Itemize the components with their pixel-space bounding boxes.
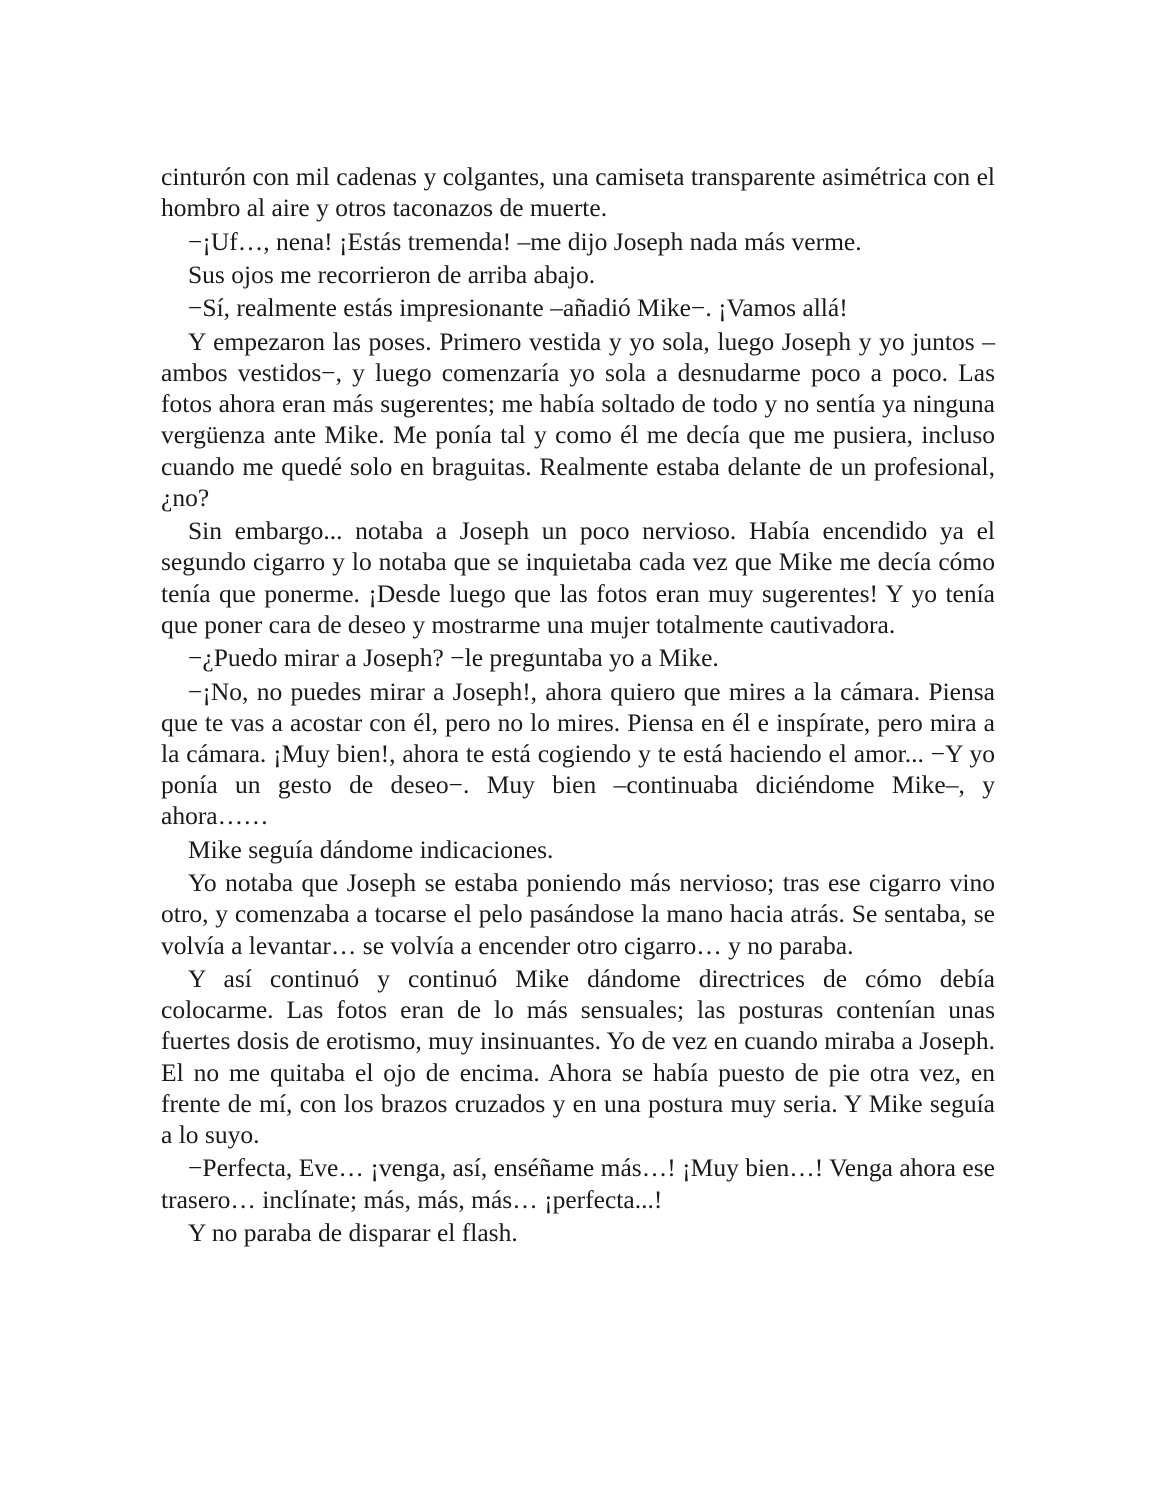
paragraph-2: −¡Uf…, nena! ¡Estás tremenda! –me dijo Joseph nada más verme.: [188, 226, 862, 256]
paragraph-3: Sus ojos me recorrieron de arriba abajo.: [188, 259, 596, 289]
paragraph-4: −Sí, realmente estás impresionante –añadió Mike−. ¡Vamos allá!: [188, 293, 848, 323]
paragraph-5: Y empezaron las poses. Primero vestida y yo sola, luego Joseph y yo juntos –ambos vestidos−, y luego comenzaría yo sola a desnudarme poco a poco. Las fotos ahora eran más sugerentes; me había soltado de todo y no sentía ya ninguna vergüenza ante Mike. Me ponía tal y como él me decía que me pusiera, incluso cuando me quedé solo en braguitas. Realmente estaba delante de un profesional, ¿no?: [161, 326, 995, 512]
paragraph-7: −¿Puedo mirar a Joseph? −le preguntaba yo a Mike.: [188, 643, 719, 673]
paragraph-6: Sin embargo... notaba a Joseph un poco nervioso. Había encendido ya el segundo cigarro y lo notaba que se inquietaba cada vez que Mike me decía cómo tenía que ponerme. ¡Desde luego que las fotos eran muy sugerentes! Y yo tenía que poner cara de deseo y mostrarme una mujer totalmente cautivadora.: [161, 516, 995, 639]
paragraph-9: Mike seguía dándome indicaciones.: [188, 834, 554, 864]
paragraph-13: Y no paraba de disparar el flash.: [188, 1217, 518, 1247]
paragraph-10: Yo notaba que Joseph se estaba poniendo más nervioso; tras ese cigarro vino otro, y comenzaba a tocarse el pelo pasándose la mano hacia atrás. Se sentaba, se volvía a levantar… se volvía a encender otro cigarro… y no paraba.: [161, 868, 995, 960]
paragraph-12: −Perfecta, Eve… ¡venga, así, enséñame más…! ¡Muy bien…! Venga ahora ese trasero… inclínate; más, más, más… ¡perfecta...!: [161, 1153, 995, 1214]
paragraph-11: Y así continuó y continuó Mike dándome directrices de cómo debía colocarme. Las fotos eran de lo más sensuales; las posturas contenían unas fuertes dosis de erotismo, muy insinuantes. Yo de vez en cuando miraba a Joseph. El no me quitaba el ojo de encima. Ahora se había puesto de pie otra vez, en frente de mí, con los brazos cruzados y en una postura muy seria. Y Mike seguía a lo suyo.: [161, 963, 995, 1149]
page-body: [161, 161, 995, 1250]
paragraph-8: −¡No, no puedes mirar a Joseph!, ahora quiero que mires a la cámara. Piensa que te vas a acostar con él, pero no lo mires. Piensa en él e inspírate, pero mira a la cámara. ¡Muy bien!, ahora te está cogiendo y te está haciendo el amor... −Y yo ponía un gesto de deseo−. Muy bien –continuaba diciéndome Mike–, y ahora……: [161, 676, 995, 831]
paragraph-1: cinturón con mil cadenas y colgantes, una camiseta transparente asimétrica con el hombro al aire y otros taconazos de muerte.: [161, 162, 995, 223]
